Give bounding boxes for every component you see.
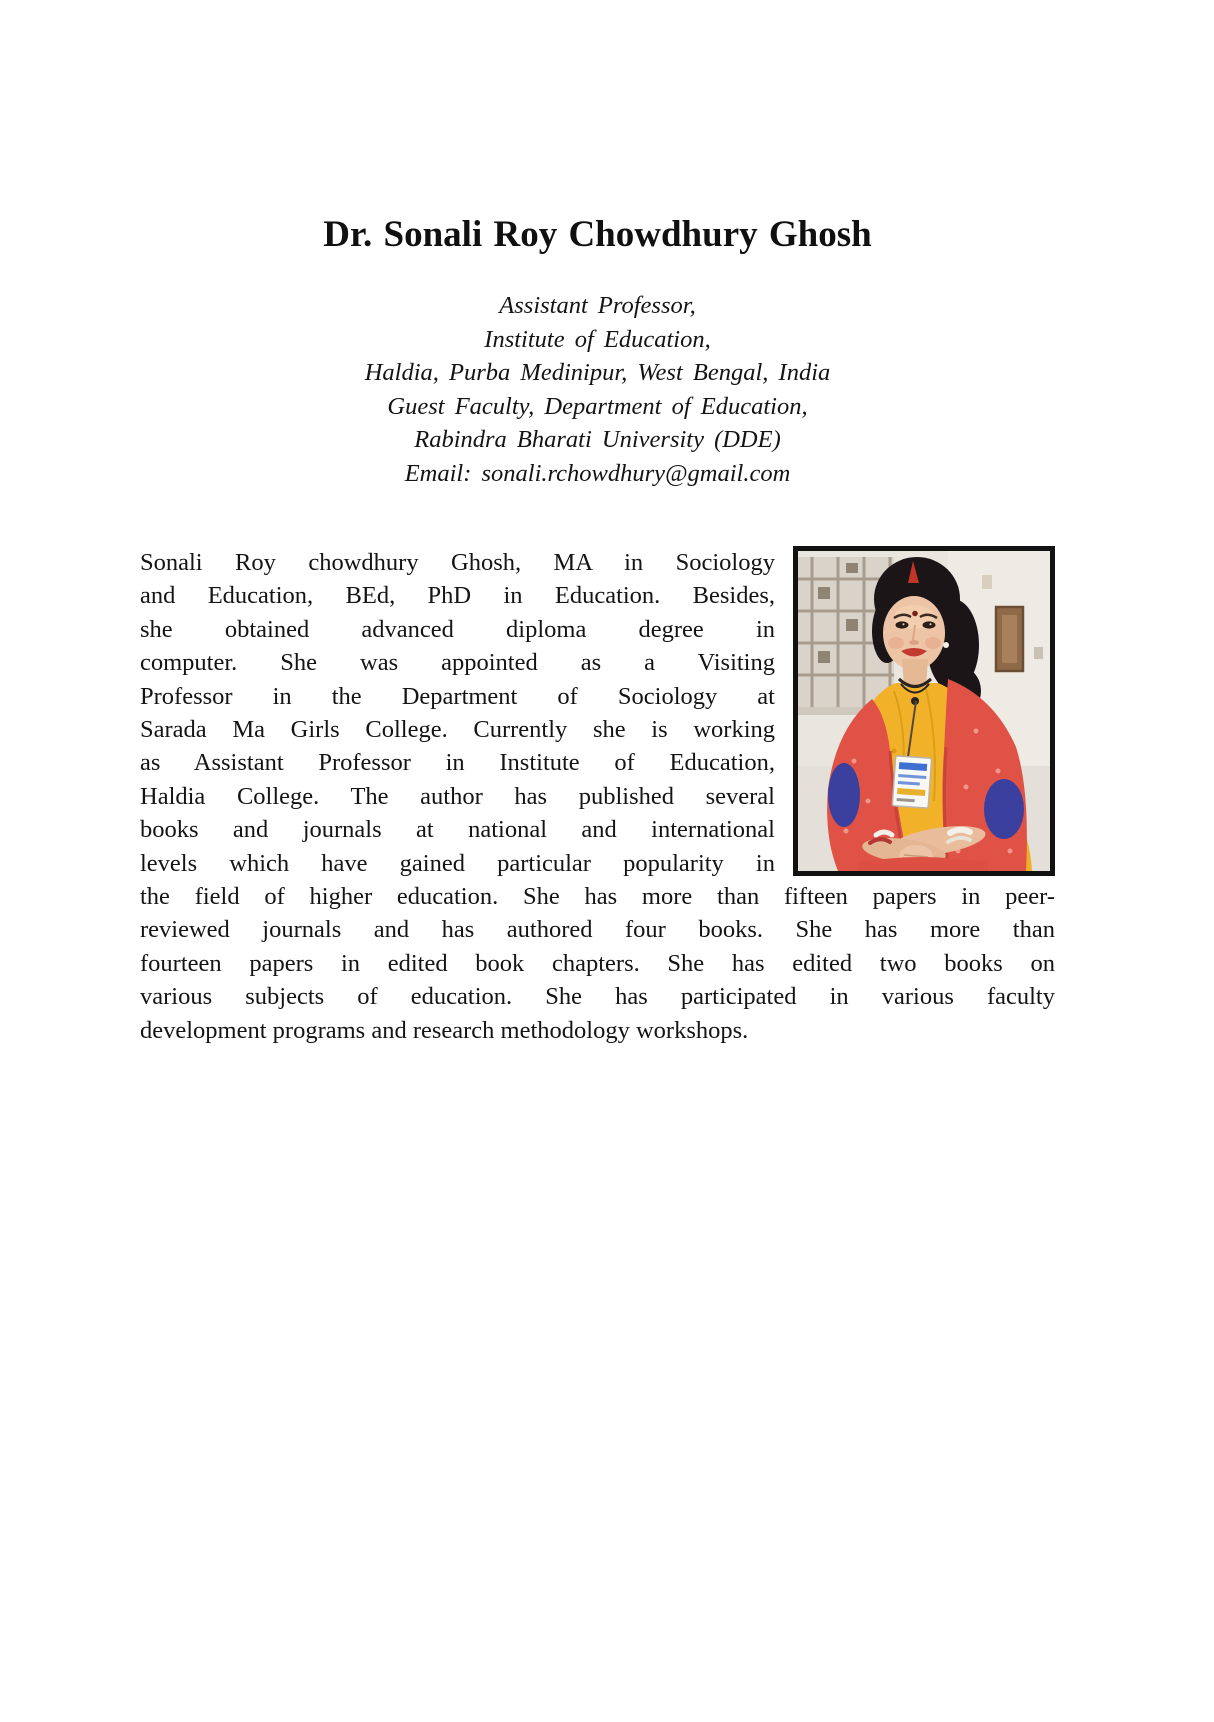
affiliation-line: Email: sonali.rchowdhury@gmail.com — [404, 459, 791, 487]
affiliation-line: Guest Faculty, Department of Education, — [387, 392, 808, 420]
affiliation-block — [140, 289, 1055, 490]
bio-line: Sonali Roy chowdhury Ghosh, MA in Sociology — [140, 549, 775, 576]
bio-line: computer. She was appointed as a Visiting — [140, 649, 775, 677]
bio-line: development programs and research methodology workshops. — [140, 1016, 749, 1044]
author-photo — [798, 551, 1050, 871]
bio-section — [140, 546, 1055, 1047]
affiliation-line: Institute of Education, — [484, 325, 711, 353]
bio-line: the field of higher education. She has more than fifteen papers in peer- — [140, 883, 1055, 911]
bio-line: reviewed journals and has authored four books. She has more than — [140, 916, 1055, 944]
bio-line: levels which have gained particular popularity in — [140, 849, 775, 877]
bio-line: books and journals at national and international — [140, 816, 775, 844]
bio-line: various subjects of education. She has participated in various faculty — [140, 983, 1055, 1011]
page-title: Dr. Sonali Roy Chowdhury Ghosh — [323, 214, 872, 255]
bio-line: Sarada Ma Girls College. Currently she is working — [140, 716, 775, 744]
bio-line: Professor in the Department of Sociology at — [140, 682, 775, 710]
bio-line: Haldia College. The author has published several — [140, 782, 775, 810]
bio-line: fourteen papers in edited book chapters. She has edited two books on — [140, 949, 1055, 977]
affiliation-line: Haldia, Purba Medinipur, West Bengal, India — [364, 359, 831, 386]
bio-line: and Education, BEd, PhD in Education. Besides, — [140, 582, 775, 610]
author-photo-frame — [793, 546, 1055, 876]
affiliation-line: Rabindra Bharati University (DDE) — [414, 426, 781, 453]
affiliation-line: Assistant Professor, — [499, 292, 696, 319]
bio-line: as Assistant Professor in Institute of Education, — [140, 749, 775, 777]
bio-line: she obtained advanced diploma degree in — [140, 615, 775, 643]
